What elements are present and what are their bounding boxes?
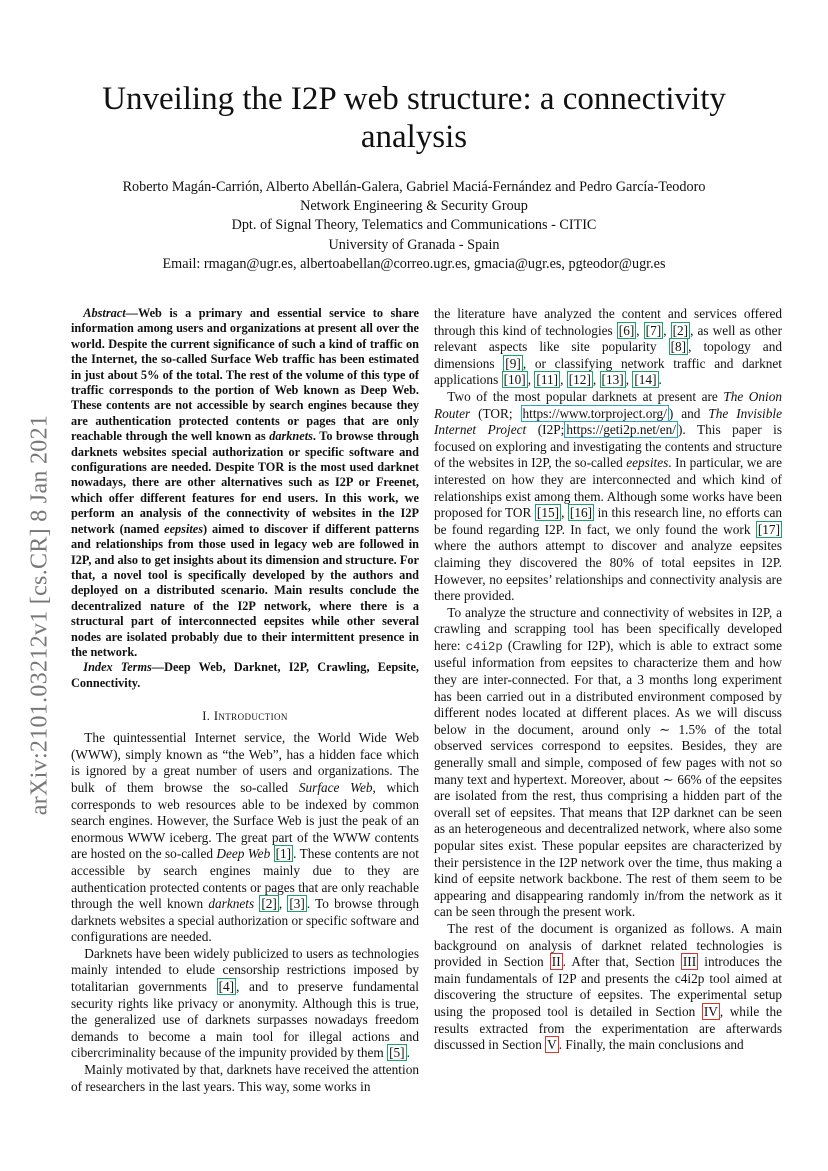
tool-name: c4i2p <box>465 639 503 654</box>
left-column <box>71 306 419 1095</box>
citation-link[interactable]: [2] <box>261 896 277 912</box>
section-link[interactable]: V <box>547 1037 557 1053</box>
arxiv-sidebar <box>22 380 58 850</box>
citation-link[interactable]: [17] <box>757 521 780 537</box>
department: Dpt. of Signal Theory, Telematics and Communications - CITIC <box>231 217 597 234</box>
right-paragraph-3: To analyze the structure and connectivity of websites in I2P, a crawling and scrapping tool has been specifically developed here: c4i2p (Crawling for I2P), which is able to extract some useful information from eepsites to characterize them and how they are inter-connected. For that, a 3 months long experiment has been carried out in a distributed environment composed by different nodes located at different places. As we will discuss below in the document, around only ∼ 1.5% of the total observed services correspond to eepsites. Besides, they are generally small and simple, composed of few pages with not so many text and hypertext. Moreover, about ∼ 66% of the eepsites are isolated from the rest, thus comprising a hidden part of the overall set of eepsites. That means that I2P darknet can be seen as an heterogeneous and decentralized network, where also some popular sites exist. These popular eepsites are characterized by their persistence in the I2P network over the time, thus making a kind of eepsite network backbone. The rest of them seem to be appearing and disappearing randomly in/from the network as it can be seen through the present work. <box>434 604 782 920</box>
citation-link[interactable]: [5] <box>389 1045 405 1061</box>
citation-link[interactable]: [14] <box>634 372 657 388</box>
right-paragraph-4: The rest of the document is organized as follows. A main background on analysis of darknet related technologies is provided in Section II . After that, Section III introduces the main fundamentals of I2P and presents the c4i2p tool aimed at discovering the structure of eepsites. The experimental setup using the proposed tool is detailed in Section IV , while the results extracted from the experimentation are afterwards discussed in Section V . Finally, the main conclusions and <box>434 920 783 1053</box>
abstract: Abstract—Web is a primary and essential service to share information among users and organizations at present all over the world. Despite the current significance of such a kind of traffic on the Internet, the so-called Surface Web traffic has been estimated in just about 5% of the total. The rest of the volume of this type of traffic corresponds to the portion of Web known as Deep Web. These contents are not accessible by search engines because they are authentication protected contents or pages that are only reachable through the well known as darknets. To browse through darknets websites special authorization or specific software and configurations are needed. Despite TOR is the most used darknet nowadays, there are other alternatives such as I2P or Freenet, which offer different features for end users. In this work, we perform an analysis of the connectivity of websites in the I2P network (named eepsites) aimed to discover if different patterns and relationships from those used in legacy web are followed in I2P, and also to get insights about its dimension and structure. For that, a novel tool is specifically developed by the authors and deployed on a distributed scenario. Main results conclude the decentralized nature of the I2P network, where there is a structural part of interconnected eepsites while other several nodes are isolated probably due to their intermittent presence in the network. <box>71 306 420 659</box>
citation-link[interactable]: [4] <box>218 979 235 995</box>
citation-link[interactable]: [6] <box>618 322 635 338</box>
index-terms: Index Terms—Deep Web, Darknet, I2P, Crawling, Eepsite, Connectivity. <box>71 660 419 690</box>
section-link[interactable]: III <box>682 954 697 970</box>
arxiv-identifier[interactable]: arXiv:2101.03212v1 [cs.CR] 8 Jan 2021 <box>26 414 53 816</box>
index-terms-label: Index Terms <box>83 660 152 675</box>
section-link[interactable]: IV <box>703 1003 718 1019</box>
intro-paragraph-1: The quintessential Internet service, the World Wide Web (WWW), simply known as “the Web”, has a hidden face which is ignored by a great number of users and organizations. The bulk of them browse the so-called Surface Web, which corresponds to web resources able to be indexed by common search engines. However, the Surface Web is just the peak of an enormous WWW iceberg. The great part of the WWW contents are hosted on the so-called Deep Web [1] . These contents are not accessible by search engines mainly due to they are authentication protected contents or pages that are only reachable through the well known darknets [2] , [3] . To browse through darknets websites a special authorization or specific software and configurations are needed. <box>71 730 420 945</box>
url-link[interactable]: https://www.torproject.org/ <box>522 405 667 421</box>
author-emails: Email: rmagan@ugr.es, albertoabellan@correo.ugr.es, gmacia@ugr.es, pgteodor@ugr.es <box>162 255 666 272</box>
author-block <box>40 178 788 274</box>
citation-link[interactable]: [16] <box>569 505 593 521</box>
right-paragraph-2: Two of the most popular darknets at present are The Onion Router (TOR; https://www.torproject.org/ ) and The Invisible Internet Project (I2P; https://geti2p.net/en/ ). This paper is focused on exploring and investigating the contents and structure of the websites in I2P, the so-called eepsites. In particular, we are interested on how they are interconnected and which kind of relationships exist among them. Although some works have been proposed for TOR [15] , [16] in this research line, no efforts can be found regarding I2P. In fact, we only found the work [17] where the authors attempt to discover and analyze eepsites claiming they discovered the 80% of total eepsites in I2P. However, no eepsites’ relationships and connectivity analysis are there provided. <box>434 388 782 604</box>
paper-title: Unveiling the I2P web structure: a connectivity analysis <box>102 81 726 155</box>
url-link[interactable]: https://geti2p.net/en/ <box>566 422 676 438</box>
citation-link[interactable]: [3] <box>289 896 305 912</box>
citation-link[interactable]: [2] <box>672 322 689 338</box>
intro-paragraph-3: Mainly motivated by that, darknets have received the attention of researchers in the last years. This way, some works in <box>71 1062 419 1094</box>
university: University of Granada - Spain <box>328 236 500 253</box>
citation-link[interactable]: [9] <box>505 355 521 371</box>
citation-link[interactable]: [10] <box>503 372 526 388</box>
citation-link[interactable]: [12] <box>568 372 591 388</box>
citation-link[interactable]: [15] <box>536 505 560 521</box>
citation-link[interactable]: [13] <box>601 372 624 388</box>
citation-link[interactable]: [1] <box>275 846 292 862</box>
intro-paragraph-2: Darknets have been widely publicized to users as technologies mainly intended to elude censorship restrictions imposed by totalitarian governments [4] , and to preserve fundamental security rights like privacy or anonymity. Although this is true, the generalized use of darknets surpasses nowadays freedom demands to become a main tool for illegal actions and cibercriminality because of the impunity provided by them [5] . <box>71 945 419 1061</box>
section-heading-introduction: I. Introduction <box>202 709 288 724</box>
right-column <box>434 306 782 1054</box>
citation-link[interactable]: [11] <box>536 372 559 388</box>
right-paragraph-1: the literature have analyzed the content and services offered through this kind of technologies [6] , [7] , [2] , as well as other relevant aspects like site popularity [8] , topology and dimensions [9] , or classifying network traffic and darknet applications [10] , [11] , [12] , [13] , [14] . <box>434 306 782 388</box>
citation-link[interactable]: [7] <box>645 322 662 338</box>
research-group: Network Engineering & Security Group <box>300 198 528 215</box>
abstract-label: Abstract <box>83 306 126 320</box>
citation-link[interactable]: [8] <box>670 339 687 355</box>
section-link[interactable]: II <box>551 954 561 970</box>
author-names: Roberto Magán-Carrión, Alberto Abellán-Galera, Gabriel Maciá-Fernández and Pedro García-Teodoro <box>122 179 706 195</box>
